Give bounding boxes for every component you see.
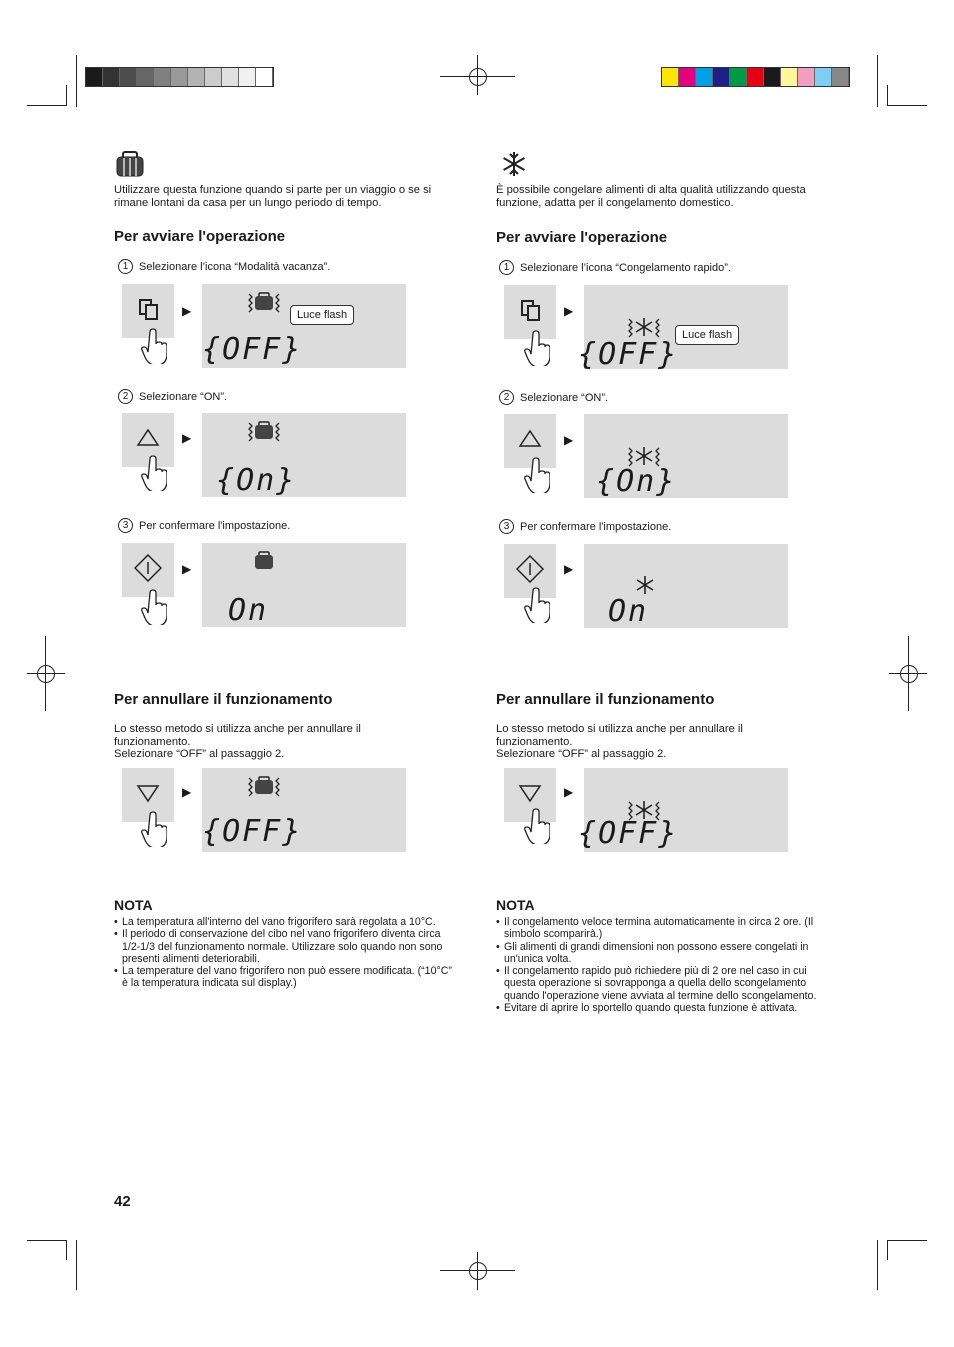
color-swatch <box>747 68 764 86</box>
finger-press-icon <box>141 455 167 491</box>
color-swatch <box>764 68 781 86</box>
color-swatch <box>815 68 832 86</box>
color-swatch <box>154 68 171 86</box>
step-text: Per confermare l'impostazione. <box>139 519 291 532</box>
nota-list <box>114 916 459 990</box>
list-item: • Gli alimenti di grandi dimensioni non possono essere congelati in un'unica volta. <box>496 941 841 966</box>
step-text: Selezionare l’icona “Congelamento rapido”. <box>520 261 731 274</box>
flash-light-callout: Luce flash <box>290 305 354 325</box>
step-text: Selezionare “ON”. <box>520 391 609 404</box>
display-value: OFF <box>598 816 659 851</box>
display-readout: {OFF} <box>202 814 303 849</box>
menu-icon <box>135 296 161 322</box>
cancel-line: Lo stesso metodo si utilizza anche per annullare il <box>496 723 743 735</box>
step-number: 3 <box>118 518 133 533</box>
step-number: 2 <box>118 389 133 404</box>
step-label <box>499 260 731 275</box>
arrow-right-icon: ▶ <box>564 562 574 576</box>
color-swatch <box>662 68 679 86</box>
finger-press-icon <box>524 587 550 623</box>
confirm-diamond-icon <box>516 555 544 583</box>
arrow-right-icon: ▶ <box>182 431 192 445</box>
cancel-line: funzionamento. <box>496 735 573 748</box>
suitcase-icon <box>247 290 281 316</box>
cancel-line: Selezionare “OFF” al passaggio 2. <box>114 748 285 760</box>
step-label <box>499 519 671 534</box>
color-swatch <box>120 68 137 86</box>
color-swatch <box>832 68 849 86</box>
display-readout: {On} <box>596 464 677 499</box>
list-item: • Il periodo di conservazione del cibo nel vano frigorifero diventa circa 1/2-1/3 del funzionamento normale. Utilizzare solo quando non sono presenti alimenti deteriorabili. <box>114 928 459 965</box>
display-value: On <box>228 593 269 628</box>
up-triangle-icon <box>135 425 161 451</box>
cancel-text <box>114 723 414 761</box>
display-panel <box>202 768 406 852</box>
display-readout: {On} <box>216 463 297 498</box>
color-swatch <box>713 68 730 86</box>
list-item: • Il congelamento rapido può richiedere più di 2 ore nel caso in cui questa operazione si sovrapponga a quella dello scongelamento quando l'operazione viene avviata al termine dello scongelamento. <box>496 965 841 1002</box>
step-text: Per confermare l'impostazione. <box>520 520 672 533</box>
arrow-right-icon: ▶ <box>182 562 192 576</box>
step-number: 3 <box>499 519 514 534</box>
flash-light-callout: Luce flash <box>675 325 739 345</box>
display-readout: {OFF} <box>578 816 679 851</box>
display-value: On <box>616 464 657 499</box>
start-heading: Per avviare l'operazione <box>496 229 668 246</box>
step-label <box>118 389 227 404</box>
color-swatch <box>188 68 205 86</box>
intro-text: È possibile congelare alimenti di alta qualità utilizzando questa funzione, adatta per il congelamento domestico. <box>496 184 806 209</box>
finger-press-icon <box>524 808 550 844</box>
cancel-heading: Per annullare il funzionamento <box>114 691 333 708</box>
display-readout: {OFF} <box>202 332 303 367</box>
display-panel <box>584 544 788 628</box>
finger-press-icon <box>141 328 167 364</box>
suitcase-icon <box>253 551 275 571</box>
finger-press-icon <box>524 330 550 366</box>
color-swatch <box>730 68 747 86</box>
start-heading: Per avviare l'operazione <box>114 228 286 245</box>
display-panel <box>202 413 406 497</box>
arrow-right-icon: ▶ <box>564 785 574 799</box>
up-triangle-icon <box>517 426 543 452</box>
color-swatch <box>696 68 713 86</box>
suitcase-icon <box>114 150 146 178</box>
grayscale-bar <box>85 67 274 87</box>
color-swatch <box>171 68 188 86</box>
display-value: On <box>608 594 649 629</box>
down-triangle-icon <box>135 780 161 806</box>
suitcase-icon <box>247 774 281 800</box>
display-value: OFF <box>222 814 283 849</box>
color-swatch <box>781 68 798 86</box>
arrow-right-icon: ▶ <box>182 785 192 799</box>
color-swatch <box>239 68 256 86</box>
display-panel <box>202 284 406 368</box>
display-panel <box>578 768 788 852</box>
finger-press-icon <box>141 589 167 625</box>
nota-title: NOTA <box>114 897 153 913</box>
list-item: • Evitare di aprire lo sportello quando questa funzione è attivata. <box>496 1002 841 1014</box>
color-swatch <box>86 68 103 86</box>
confirm-diamond-icon <box>134 554 162 582</box>
snowflake-icon <box>498 150 530 178</box>
step-text: Selezionare l’icona “Modalità vacanza”. <box>139 260 331 273</box>
step-label <box>118 518 290 533</box>
nota-list <box>496 916 841 1014</box>
finger-press-icon <box>141 811 167 847</box>
snowflake-icon <box>636 575 654 595</box>
color-bar <box>661 67 850 87</box>
display-panel <box>584 414 788 498</box>
display-value: OFF <box>222 332 283 367</box>
step-label <box>118 259 330 274</box>
down-triangle-icon <box>517 780 543 806</box>
arrow-right-icon: ▶ <box>564 433 574 447</box>
step-number: 1 <box>118 259 133 274</box>
arrow-right-icon: ▶ <box>564 304 574 318</box>
menu-icon <box>517 297 543 323</box>
finger-press-icon <box>524 457 550 493</box>
list-item: • Il congelamento veloce termina automaticamente in circa 2 ore. (Il simbolo scomparirà.) <box>496 916 841 941</box>
color-swatch <box>679 68 696 86</box>
intro-text: Utilizzare questa funzione quando si parte per un viaggio o se si rimane lontani da casa per un lungo periodo di tempo. <box>114 184 432 209</box>
page-number: 42 <box>114 1193 131 1210</box>
step-number: 2 <box>499 390 514 405</box>
color-swatch <box>205 68 222 86</box>
cancel-line: Lo stesso metodo si utilizza anche per annullare il <box>114 723 361 735</box>
nota-title: NOTA <box>496 897 535 913</box>
list-item: • La temperatura all'interno del vano frigorifero sarà regolata a 10°C. <box>114 916 459 928</box>
cancel-heading: Per annullare il funzionamento <box>496 691 715 708</box>
suitcase-icon <box>247 419 281 445</box>
step-number: 1 <box>499 260 514 275</box>
color-swatch <box>256 68 273 86</box>
color-swatch <box>137 68 154 86</box>
list-item: • La temperature del vano frigorifero non può essere modificata. (“10°C” è la temperatura indicata sul display.) <box>114 965 459 990</box>
arrow-right-icon: ▶ <box>182 304 192 318</box>
color-swatch <box>222 68 239 86</box>
step-text: Selezionare “ON”. <box>139 390 228 403</box>
step-label <box>499 390 608 405</box>
cancel-line: funzionamento. <box>114 735 191 748</box>
display-value: OFF <box>598 337 659 372</box>
display-value: On <box>236 463 277 498</box>
cancel-text <box>496 723 796 761</box>
color-swatch <box>798 68 815 86</box>
cancel-line: Selezionare “OFF” al passaggio 2. <box>496 748 667 760</box>
color-swatch <box>103 68 120 86</box>
display-panel <box>578 285 788 372</box>
display-readout: {OFF} <box>578 337 679 372</box>
display-panel <box>202 543 406 627</box>
